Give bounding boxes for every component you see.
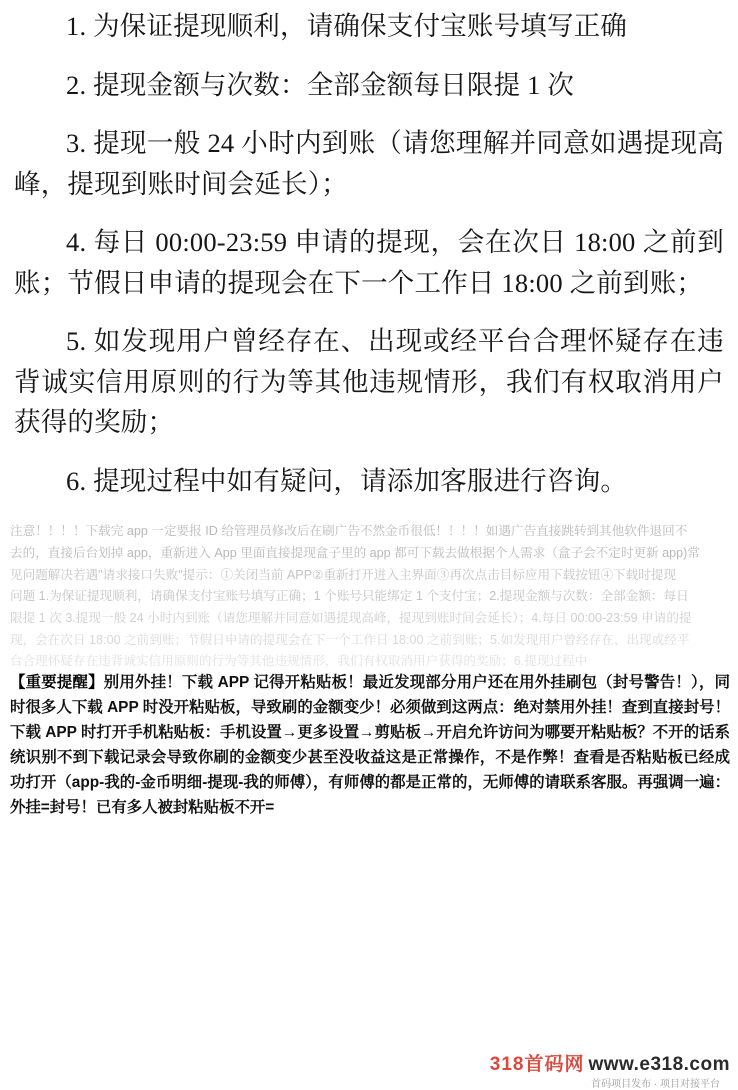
watermark-site-name: 318首码网	[489, 1054, 585, 1075]
important-reminder-body: 别用外挂！下载 APP 记得开粘贴板！最近发现部分用户还在用外挂刷包（封号警告！），同时很多人下载 APP 时没开粘贴板，导致刷的金额变少！必须做到这两点：绝对禁用外挂！查到直接封号！下载 APP 时打开手机粘贴板：手机设置→更多设置→剪贴板→开启允许访问为哪要开粘贴板？不开的话系统识别不到下载记录会导致你刷的金额变少甚至没收益这是正常操作，不是作弊！查看是否粘贴板已经成功打开（app-我的-金币明细-提现-我的师傅），有师傅的都是正常的，无师傅的请联系客服。再强调一遍：外挂=封号！已有多人被封粘贴板不开=	[10, 673, 730, 816]
faded-notice-line-4: 问题 1.为保证提现顺利，请确保支付宝账号填写正确；1 个账号只能绑定 1 个支付宝；2.提现金额与次数：全部金额：每日	[10, 589, 689, 604]
important-reminder-heading: 【重要提醒】	[10, 673, 104, 691]
faded-notice-line-2: 去的，直接后台划掉 app，重新进入 App 里面直接提现盒子里的 app 都可下载去做根据个人需求（盒子会不定时更新 app)常	[10, 545, 700, 560]
faded-notice-line-6: 现，会在次日 18:00 之前到账；节假日申请的提现会在下一个工作日 18:00 之前到账；5.如发现用户曾经存在、出现或经平	[10, 632, 690, 647]
rule-item-3: 3. 提现一般 24 小时内到账（请您理解并同意如遇提现高峰，提现到账时间会延长）；	[14, 128, 724, 199]
important-reminder-block	[0, 671, 738, 821]
faded-notice-line-5: 限提 1 次 3.提现一般 24 小时内到账（请您理解并同意如遇提现高峰，提现到账时间会延长）；4.每日 00:00-23:59 申请的提	[10, 610, 692, 625]
faded-notice-line-7: 台合理怀疑存在违背诚实信用原则的行为等其他违规情形，我们有权取消用户获得的奖励；6.提现过程中	[10, 654, 588, 669]
faded-notice-block	[0, 521, 738, 673]
withdrawal-rules-list	[0, 0, 738, 501]
rule-item-1: 1. 为保证提现顺利，请确保支付宝账号填写正确	[66, 11, 628, 41]
watermark-site-url: www.e318.com	[588, 1054, 730, 1075]
rule-item-5: 5. 如发现用户曾经存在、出现或经平台合理怀疑存在违背诚实信用原则的行为等其他违规情形，我们有权取消用户获得的奖励；	[14, 326, 724, 438]
rule-item-2: 2. 提现金额与次数：全部金额每日限提 1 次	[66, 69, 575, 100]
rule-item-6: 6. 提现过程中如有疑问，请添加客服进行咨询。	[66, 465, 628, 496]
rule-item-4: 4. 每日 00:00-23:59 申请的提现，会在次日 18:00 之前到账；节假日申请的提现会在下一个工作日 18:00 之前到账；	[14, 227, 724, 298]
faded-notice-line-3: 见问题解决若遇"请求接口失败"提示：①关闭当前 APP②重新打开进入主界面③再次点击目标应用下载按钮④下载时提现	[10, 567, 677, 582]
site-watermark	[489, 1049, 730, 1090]
faded-notice-line-1: 注意！！！！下载完 app 一定要报 ID 给管理员修改后在刷广告不然金币很低！！！！如遇广告直接跳转到其他软件退回不	[10, 524, 688, 539]
watermark-subtitle: 首码项目发布 · 项目对接平台	[591, 1079, 720, 1090]
